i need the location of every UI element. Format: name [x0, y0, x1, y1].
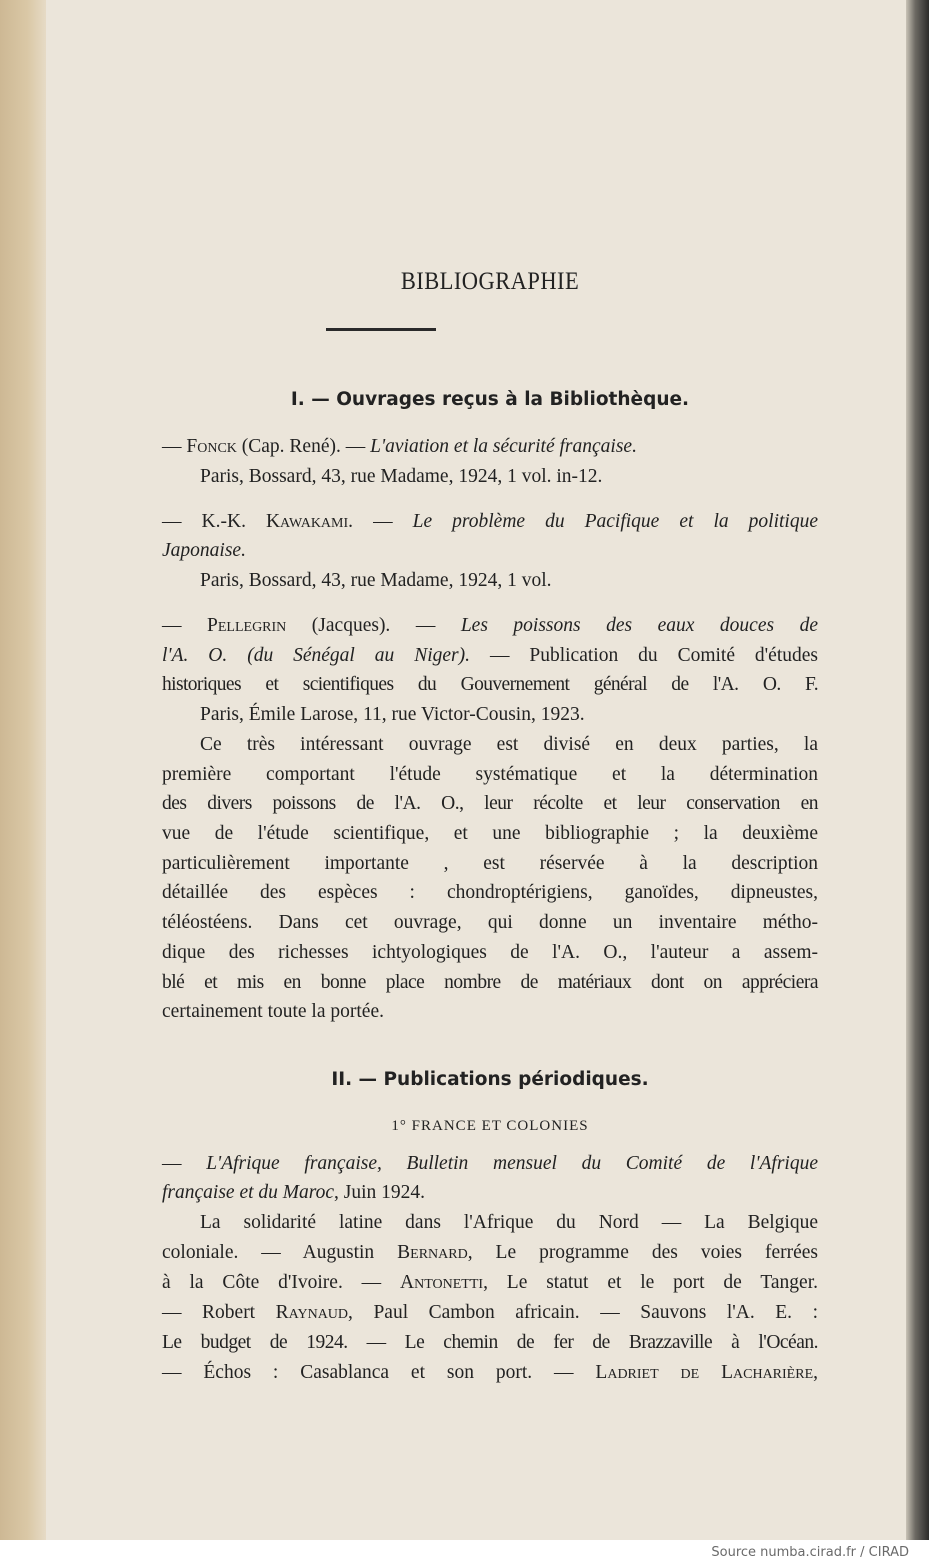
entry-dash: — [162, 436, 182, 457]
summary-line [162, 1240, 818, 1266]
source-credit: Source numba.cirad.fr / CIRAD [0, 1540, 929, 1566]
entry-fonck-publisher: Paris, Bossard, 43, rue Madame, 1924, 1 vol. in-12. [200, 466, 603, 487]
entry-pellegrin-line-1 [162, 613, 818, 639]
summary-text: à la Côte d'Ivoire. — [162, 1272, 401, 1293]
summary-author: Raynaud [275, 1302, 349, 1323]
review-line: vue de l'étude scientifique, et une bibliographie ; la deuxième [162, 823, 818, 844]
summary-text: , [813, 1362, 818, 1383]
entry-fonck-line-1 [162, 434, 818, 460]
right-binding-edge [906, 0, 929, 1540]
entry-kawakami-title-cont: Japonaise. [162, 540, 246, 561]
entry-afrique-line-1 [162, 1151, 818, 1177]
entry-author-detail: (Jacques). — [286, 615, 461, 636]
review-line: Ce très intéressant ouvrage est divisé en deux parties, la [200, 734, 818, 755]
entry-title: Le problème du Pacifique et la politique [412, 511, 818, 532]
review-line: particulièrement importante , est réservée à la description [162, 853, 818, 874]
subsection-heading-france-colonies: 1° FRANCE ET COLONIES [391, 1118, 589, 1134]
entry-author: K.-K. Kawakami [201, 511, 349, 532]
entry-dash: — [162, 511, 182, 532]
entry-pellegrin-publisher: Paris, Émile Larose, 11, rue Victor-Cousin, 1923. [200, 704, 585, 725]
review-line: des divers poissons de l'A. O., leur récolte et leur conservation en [162, 793, 818, 814]
review-line: dique des richesses ichtyologiques de l'A. O., l'auteur a assem- [162, 942, 818, 963]
review-line: téléostéens. Dans cet ouvrage, qui donne un inventaire métho- [162, 912, 818, 933]
review-line: blé et mis en bonne place nombre de matériaux dont on appréciera [162, 972, 818, 993]
summary-text: , Paul Cambon africain. — Sauvons l'A. E. : [348, 1302, 818, 1323]
entry-author: Pellegrin [207, 615, 287, 636]
summary-text: — Robert [162, 1302, 276, 1323]
entry-date: , Juin 1924. [334, 1182, 426, 1203]
review-line: certainement toute la portée. [162, 1001, 384, 1022]
summary-author: Antonetti [400, 1272, 484, 1293]
summary-line: Le budget de 1924. — Le chemin de fer de Brazzaville à l'Océan. [162, 1332, 818, 1353]
entry-title-cont: l'A. O. (du Sénégal au Niger). [162, 645, 471, 666]
entry-separator: . — [348, 511, 413, 532]
entry-pellegrin-line-2 [162, 643, 818, 669]
summary-author: Ladriet de Lacharière [595, 1362, 814, 1383]
summary-line [162, 1300, 818, 1326]
entry-pellegrin-line-3: historiques et scientifiques du Gouvernement général de l'A. O. F. [162, 674, 818, 695]
entry-author-detail: (Cap. René). — [236, 436, 371, 457]
summary-text: , Le statut et le port de Tanger. [483, 1272, 818, 1293]
section-heading-ouvrages: I. — Ouvrages reçus à la Bibliothèque. [290, 389, 690, 410]
entry-kawakami-line-1 [162, 509, 818, 535]
entry-dash: — [162, 615, 182, 636]
page-title: BIBLIOGRAPHIE [400, 268, 580, 295]
summary-text: — Échos : Casablanca et son port. — [162, 1362, 596, 1383]
entry-title-cont: française et du Maroc [162, 1182, 335, 1203]
summary-line: La solidarité latine dans l'Afrique du Nord — La Belgique [200, 1212, 818, 1233]
section-heading-periodiques: II. — Publications périodiques. [331, 1069, 649, 1090]
entry-title: L'Afrique française, Bulletin mensuel du Comité de l'Afrique [206, 1153, 818, 1174]
review-line: détaillée des espèces : chondroptérigiens, ganoïdes, dipneustes, [162, 882, 818, 903]
summary-line [162, 1270, 818, 1296]
entry-author: Fonck [186, 436, 237, 457]
summary-author: Bernard [397, 1242, 468, 1263]
entry-kawakami-publisher: Paris, Bossard, 43, rue Madame, 1924, 1 vol. [200, 570, 552, 591]
entry-afrique-line-2 [162, 1180, 818, 1206]
title-rule [326, 328, 436, 331]
summary-text: , Le programme des voies ferrées [467, 1242, 818, 1263]
review-line: première comportant l'étude systématique et la détermination [162, 764, 818, 785]
entry-title: L'aviation et la sécurité française. [370, 436, 637, 457]
entry-dash: — [162, 1153, 182, 1174]
summary-line [162, 1360, 818, 1386]
entry-description: — Publication du Comité d'études [470, 645, 819, 666]
left-page-edge [0, 0, 46, 1540]
summary-text: coloniale. — Augustin [162, 1242, 398, 1263]
entry-title: Les poissons des eaux douces de [460, 615, 818, 636]
